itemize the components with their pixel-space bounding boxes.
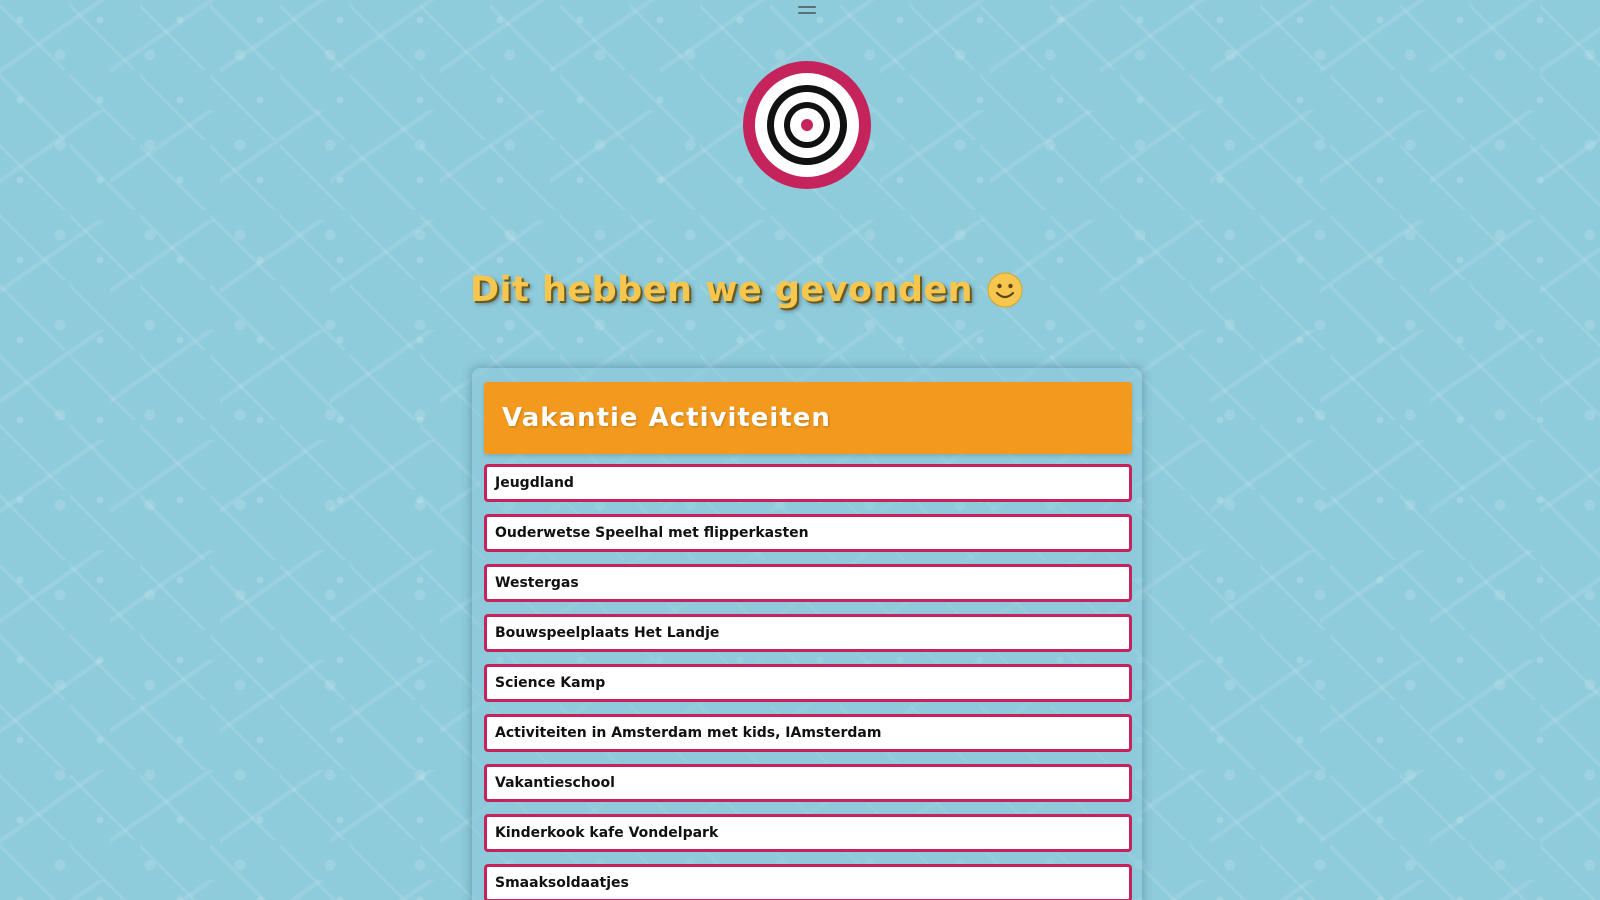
list-item-vakantieschool[interactable]: Vakantieschool [484,764,1132,802]
panel-header [484,382,1132,454]
panel-title: Vakantie Activiteiten [502,403,831,433]
list-item-iamsterdam[interactable]: Activiteiten in Amsterdam met kids, IAmsterdam [484,714,1132,752]
list-item-kinderkook-kafe[interactable]: Kinderkook kafe Vondelpark [484,814,1132,852]
hamburger-menu-icon[interactable] [798,6,816,20]
page-title-text: Dit hebben we gevonden [470,270,974,310]
list-item-speelhal[interactable]: Ouderwetse Speelhal met flipperkasten [484,514,1132,552]
activities-list [484,464,1132,900]
menu-bar [798,12,816,14]
list-item-jeugdland[interactable]: Jeugdland [484,464,1132,502]
list-item-bouwspeelplaats[interactable]: Bouwspeelplaats Het Landje [484,614,1132,652]
list-item-science-kamp[interactable]: Science Kamp [484,664,1132,702]
smiley-face-icon [987,272,1023,308]
list-item-smaaksoldaatjes[interactable]: Smaaksoldaatjes [484,864,1132,900]
target-logo-icon[interactable] [741,59,873,191]
activities-panel [472,368,1142,900]
menu-bar [798,6,816,8]
page-title [470,270,1023,310]
list-item-westergas[interactable]: Westergas [484,564,1132,602]
